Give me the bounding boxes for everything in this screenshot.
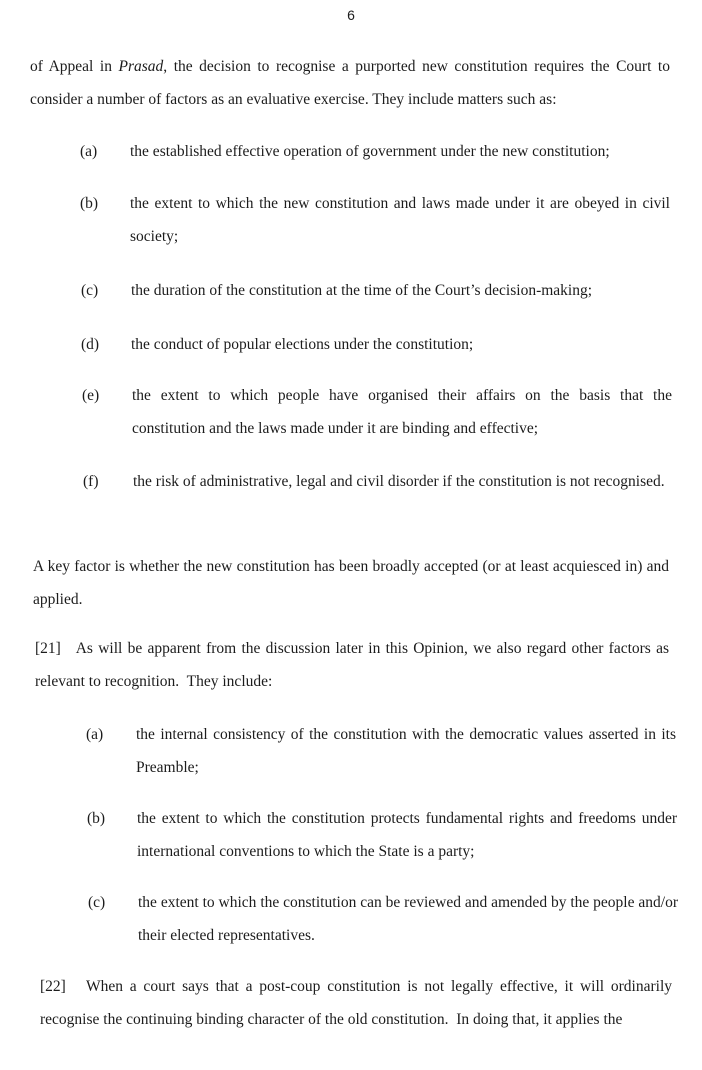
list-text: the conduct of popular elections under the constitution; (131, 336, 474, 353)
list-text: the internal consistency of the constitution with the democratic values asserted in its Preamble; (136, 726, 676, 776)
key-factor-paragraph: A key factor is whether the new constitution has been broadly accepted (or at least acquiesced in) and applied. (33, 558, 669, 608)
list-text: the risk of administrative, legal and civil disorder if the constitution is not recognised. (133, 473, 665, 490)
list-label: (b) (80, 195, 99, 212)
list-label: (c) (88, 894, 106, 911)
paragraph-21: [21] As will be apparent from the discussion later in this Opinion, we also regard other factors as relevant to recognition. They include: (35, 640, 673, 690)
list-label: (a) (80, 143, 98, 160)
list-label: (d) (81, 336, 100, 353)
list-text: the extent to which the new constitution and laws made under it are obeyed in civil society; (130, 195, 670, 245)
list-label: (a) (86, 726, 104, 743)
intro-paragraph (30, 50, 670, 116)
list-label: (e) (82, 387, 100, 404)
list-label: (c) (81, 282, 99, 299)
list-text: the extent to which the constitution can be reviewed and amended by the people and/or their elected representatives. (138, 894, 678, 944)
list-text: the extent to which people have organised their affairs on the basis that the constitution and the laws made under it are binding and effective; (132, 387, 672, 437)
list-text: the duration of the constitution at the time of the Court’s decision-making; (131, 282, 593, 299)
intro-prefix: of Appeal in (30, 58, 119, 75)
list-text: the extent to which the constitution protects fundamental rights and freedoms under international conventions to which the State is a party; (137, 810, 677, 860)
page-number: 6 (347, 7, 355, 23)
list-text: the established effective operation of government under the new constitution; (130, 143, 610, 160)
intro-suffix: , the decision to recognise a purported new constitution requires the Court to consider a number of factors as an evaluative exercise. They include matters such as: (30, 58, 670, 108)
list-label: (b) (87, 810, 106, 827)
list-label: (f) (83, 473, 99, 490)
case-name: Prasad (118, 58, 164, 75)
paragraph-22: [22] When a court says that a post-coup constitution is not legally effective, it will ordinarily recognise the continuing binding character of the old constitution. In doing that, it applies the (40, 978, 676, 1028)
